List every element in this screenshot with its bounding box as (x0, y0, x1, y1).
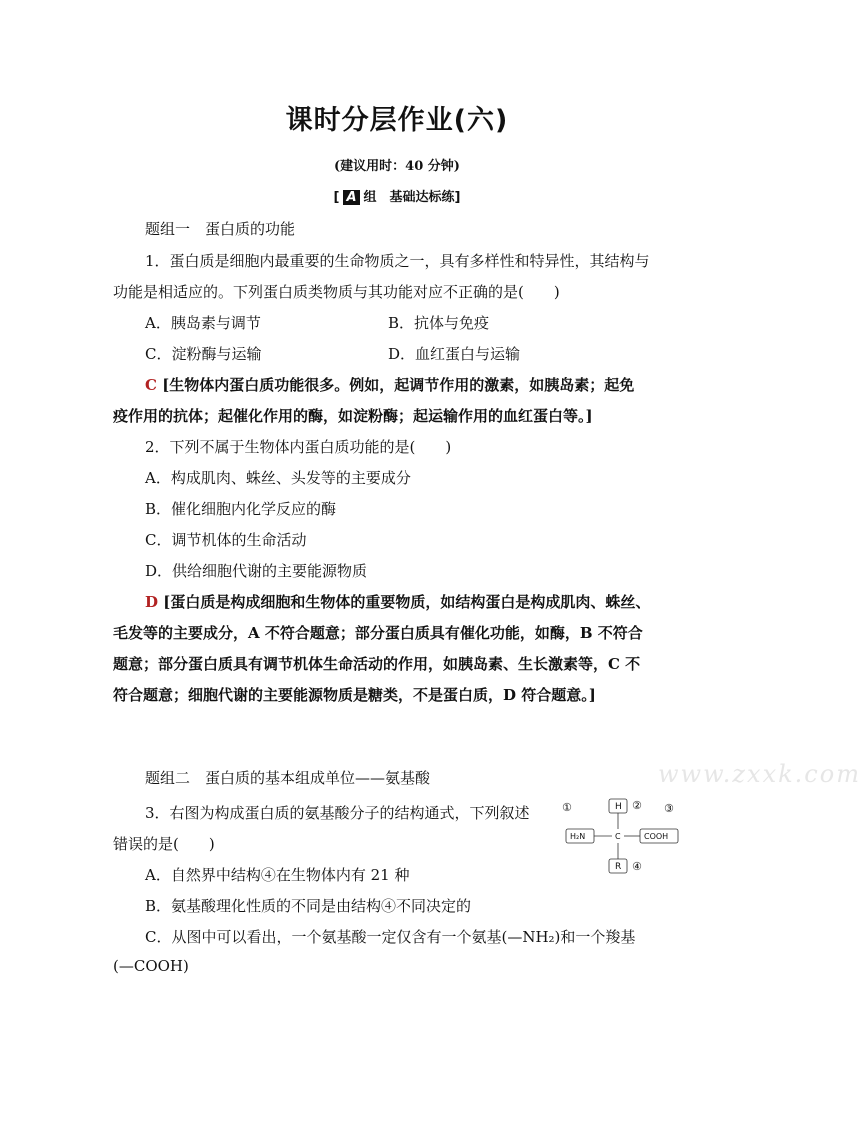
q3-option-c-line1: C．从图中可以看出，一个氨基酸一定仅含有一个氨基(—NH₂)和一个羧基 (145, 928, 636, 946)
q2-answer: D (145, 593, 159, 611)
group-a-header (0, 186, 794, 205)
q2-stem: 2．下列不属于生物体内蛋白质功能的是( ) (145, 438, 452, 456)
h-label: H (615, 802, 622, 812)
q1-stem-line1: 1．蛋白质是细胞内最重要的生命物质之一，具有多样性和特异性，其结构与 (145, 252, 650, 270)
page-title: 课时分层作业(六) (285, 105, 509, 136)
q3-option-c-line2: (—COOH) (113, 957, 189, 975)
q1-explanation-text1: [生物体内蛋白质功能很多。例如，起调节作用的激素，如胰岛素；起免 (162, 376, 635, 394)
q3-option-b: B．氨基酸理化性质的不同是由结构④不同决定的 (145, 897, 472, 915)
time-suggestion: (建议用时：40 分钟) (334, 159, 460, 174)
q2-option-d: D．供给细胞代谢的主要能源物质 (145, 562, 368, 580)
q3-stem-line1: 3．右图为构成蛋白质的氨基酸分子的结构通式，下列叙述 (145, 804, 530, 822)
q2-explanation-text1: [蛋白质是构成细胞和生物体的重要物质，如结构蛋白是构成肌肉、蛛丝、 (163, 593, 651, 611)
q1-option-b: B．抗体与免疫 (388, 314, 490, 332)
q1-option-d: D．血红蛋白与运输 (388, 345, 521, 363)
r-label: R (615, 862, 622, 872)
cooh-label: COOH (644, 832, 669, 841)
marker-2: ② (632, 799, 642, 812)
c-label: C (615, 832, 621, 841)
q1-option-a: A．胰岛素与调节 (145, 314, 261, 332)
group-a-label: 组 基础达标练 (363, 190, 455, 205)
q2-option-c: C．调节机体的生命活动 (145, 531, 307, 549)
marker-1: ① (562, 801, 572, 814)
q1-option-c: C．淀粉酶与运输 (145, 345, 262, 363)
h2n-label: H₂N (570, 832, 586, 841)
q2-explanation-line4: 符合题意；细胞代谢的主要能源物质是糖类，不是蛋白质，D 符合题意。] (113, 686, 596, 704)
marker-3: ③ (664, 802, 674, 815)
q1-stem-line2: 功能是相适应的。下列蛋白质类物质与其功能对应不正确的是( ) (113, 283, 560, 301)
section-heading-2: 题组二 蛋白质的基本组成单位——氨基酸 (145, 769, 431, 787)
section-heading-1: 题组一 蛋白质的功能 (145, 220, 296, 238)
q1-explanation-line2: 疫作用的抗体；起催化作用的酶，如淀粉酶；起运输作用的血红蛋白等。] (113, 407, 593, 425)
q3-option-a: A．自然界中结构④在生物体内有 21 种 (145, 866, 410, 884)
q2-option-b: B．催化细胞内化学反应的酶 (145, 500, 337, 518)
marker-4: ④ (632, 860, 642, 873)
q1-explanation-line1 (145, 374, 634, 395)
amino-acid-structure-diagram (560, 795, 685, 880)
group-badge: A (343, 190, 359, 205)
bracket-close: ] (454, 190, 461, 205)
q2-explanation-line3: 题意；部分蛋白质具有调节机体生命活动的作用，如胰岛素、生长激素等，C 不 (113, 655, 641, 673)
q2-explanation-line1 (145, 591, 650, 612)
q3-stem-line2: 错误的是( ) (113, 835, 215, 853)
q2-explanation-line2: 毛发等的主要成分，A 不符合题意；部分蛋白质具有催化功能，如酶，B 不符合 (113, 624, 643, 642)
q2-option-a: A．构成肌肉、蛛丝、头发等的主要成分 (145, 469, 411, 487)
q1-answer: C (145, 376, 157, 394)
watermark: www.zxxk.com (658, 760, 861, 788)
bracket-open: [ (333, 190, 340, 205)
